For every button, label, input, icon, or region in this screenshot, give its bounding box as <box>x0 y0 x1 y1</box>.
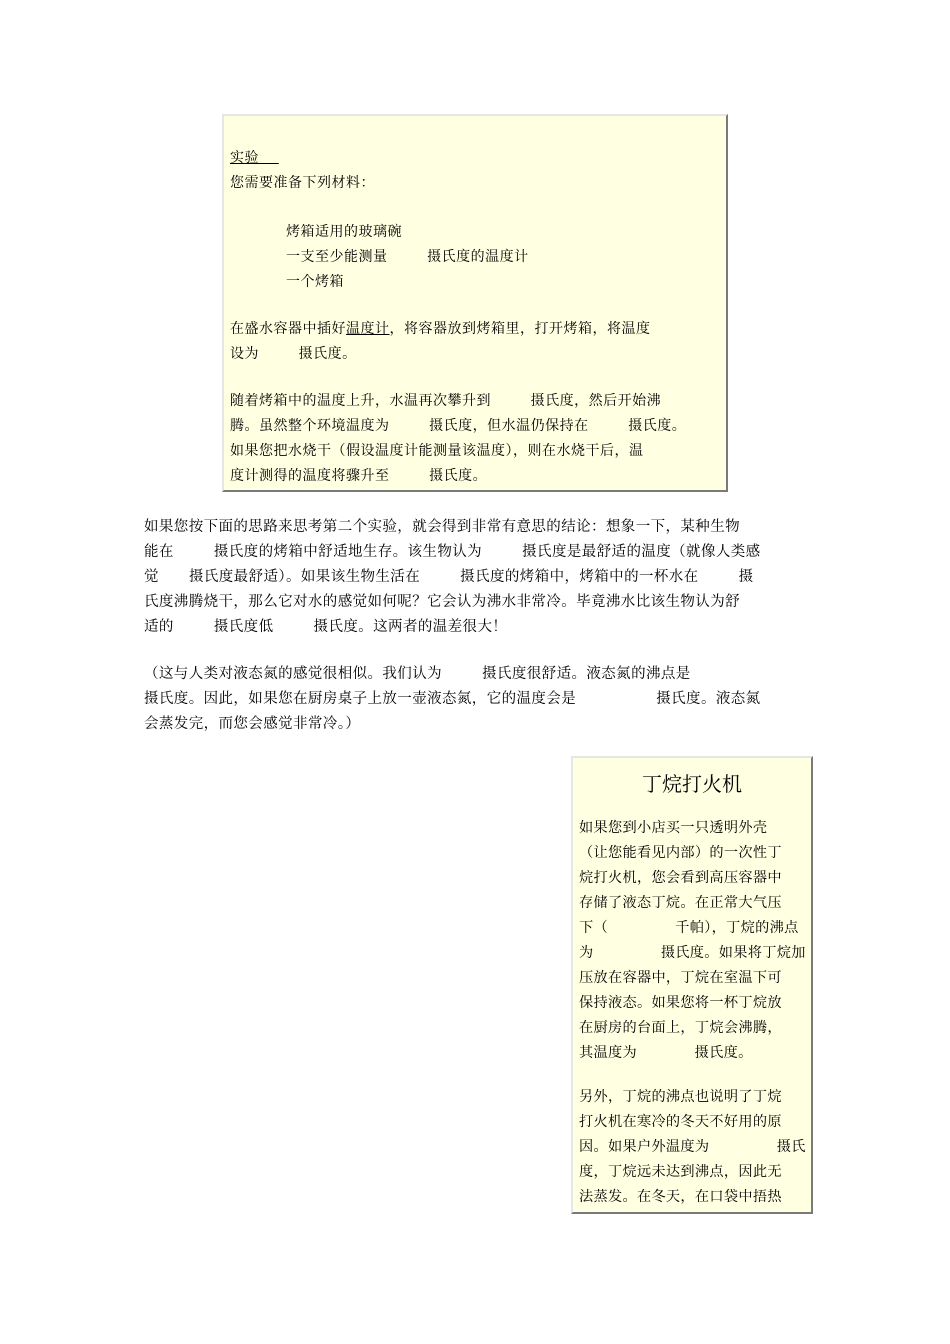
experiment-intro: 您需要准备下列材料： <box>230 175 375 191</box>
sidebar-line: 存储了液态丁烷。在正常大气压 <box>579 895 782 911</box>
observe-line: 腾。虽然整个环境温度为 摄氏度，但水温仍保持在 摄氏度。 <box>230 418 687 434</box>
butane-lighter-sidebar <box>571 756 813 1214</box>
sidebar-line: 在厨房的台面上，丁烷会沸腾， <box>579 1020 782 1036</box>
sidebar-line: 烷打火机，您会看到高压容器中 <box>579 870 782 886</box>
sidebar-line: 压放在容器中，丁烷在室温下可 <box>579 970 782 986</box>
sidebar-line: 其温度为 摄氏度。 <box>579 1045 753 1061</box>
observe-line: 随着烤箱中的温度上升，水温再次攀升到 摄氏度，然后开始沸 <box>230 393 662 409</box>
sidebar-line: 为 摄氏度。如果将丁烷加 <box>579 945 806 961</box>
sidebar-line: 另外，丁烷的沸点也说明了丁烷 <box>579 1089 782 1105</box>
setup-line: 在盛水容器中插好温度计，将容器放到烤箱里，打开烤箱，将温度 <box>230 321 651 337</box>
paragraph-line: 氏度沸腾烧干，那么它对水的感觉如何呢？它会认为沸水非常冷。毕竟沸水比该生物认为舒 <box>144 594 740 610</box>
experiment-title[interactable]: 实验 <box>230 150 259 166</box>
observe-line: 如果您把水烧干（假设温度计能测量该温度），则在水烧干后，温 <box>230 443 644 459</box>
sidebar-line: 因。如果户外温度为 摄氏 <box>579 1139 806 1155</box>
material-item: 一支至少能测量 摄氏度的温度计 <box>286 249 529 265</box>
setup-line: 设为 摄氏度。 <box>230 346 357 362</box>
paragraph-line: 会蒸发完，而您会感觉非常冷。） <box>144 716 361 732</box>
sidebar-line: （让您能看见内部）的一次性丁 <box>579 845 782 861</box>
paragraph-line: 适的 摄氏度低 摄氏度。这两者的温差很大！ <box>144 619 508 635</box>
paragraph-line: （这与人类对液态氮的感觉很相似。我们认为 摄氏度很舒适。液态氮的沸点是 <box>144 666 691 682</box>
sidebar-line: 下（ 千帕），丁烷的沸点 <box>579 920 799 936</box>
sidebar-line: 打火机在寒冷的冬天不好用的原 <box>579 1114 782 1130</box>
experiment-box <box>222 114 728 492</box>
thermometer-link[interactable]: 温度计 <box>346 321 390 337</box>
material-item: 烤箱适用的玻璃碗 <box>286 224 402 240</box>
sidebar-line: 如果您到小店买一只透明外壳 <box>579 820 768 836</box>
material-item: 一个烤箱 <box>286 274 344 290</box>
observe-line: 度计测得的温度将骤升至 摄氏度。 <box>230 468 488 484</box>
sidebar-line: 度，丁烷远未达到沸点，因此无 <box>579 1164 782 1180</box>
paragraph-line: 如果您按下面的思路来思考第二个实验，就会得到非常有意思的结论：想象一下，某种生物 <box>144 519 740 535</box>
sidebar-line: 保持液态。如果您将一杯丁烷放 <box>579 995 782 1011</box>
sidebar-line: 法蒸发。在冬天，在口袋中捂热 <box>579 1189 782 1205</box>
sidebar-title: 丁烷打火机 <box>642 772 742 796</box>
paragraph-line: 能在 摄氏度的烤箱中舒适地生存。该生物认为 摄氏度是最舒适的温度（就像人类感 <box>144 544 761 560</box>
paragraph-line: 摄氏度。因此，如果您在厨房桌子上放一壶液态氮，它的温度会是 摄氏度。液态氮 <box>144 691 761 707</box>
paragraph-line: 觉 摄氏度最舒适）。如果该生物生活在 摄氏度的烤箱中，烤箱中的一杯水在 摄 <box>144 569 754 585</box>
